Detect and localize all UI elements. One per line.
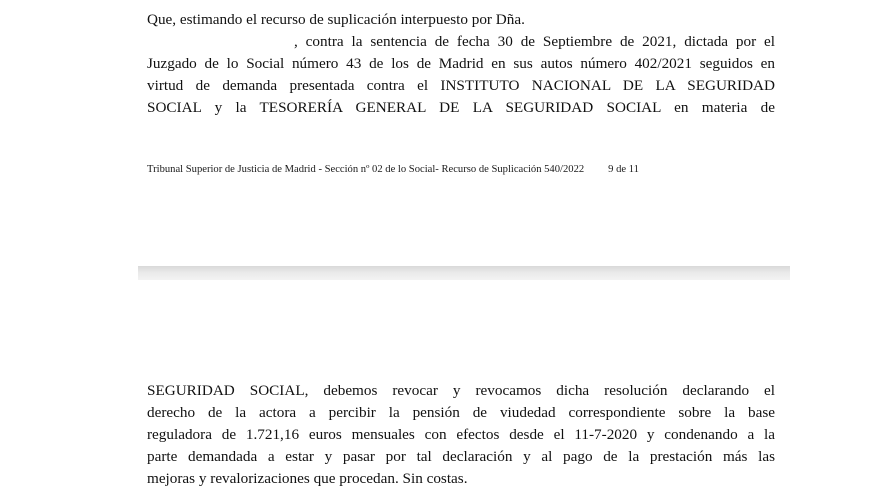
paragraph-line: reguladora de 1.721,16 euros mensuales con efectos desde el 11-7-2020 y condenando a la: [147, 426, 775, 443]
paragraph-line: derecho de la actora a percibir la pensión de viudedad correspondiente sobre la base: [147, 404, 775, 421]
paragraph-line: SEGURIDAD SOCIAL, debemos revocar y revocamos dicha resolución declarando el: [147, 382, 775, 399]
ruling-paragraph-continuation: [147, 380, 775, 490]
footer-court-reference: Tribunal Superior de Justicia de Madrid - Sección nº 02 de lo Social- Recurso de Suplicación 540/2022: [147, 164, 585, 175]
paragraph-line: parte demandada a estar y pasar por tal declaración y al pago de la prestación más las: [147, 448, 775, 465]
paragraph-line: SOCIAL y la TESORERÍA GENERAL DE LA SEGURIDAD SOCIAL en materia de: [147, 99, 775, 116]
paragraph-line: mejoras y revalorizaciones que procedan. Sin costas.: [147, 470, 468, 487]
paragraph-line: , contra la sentencia de fecha 30 de Septiembre de 2021, dictada por el: [294, 33, 775, 50]
page-number: 9 de 11: [608, 164, 639, 175]
paragraph-line: Juzgado de lo Social número 43 de los de Madrid en sus autos número 402/2021 seguidos en: [147, 55, 775, 72]
page-footer: [147, 163, 787, 177]
paragraph-line: Que, estimando el recurso de suplicación interpuesto por Dña.: [147, 11, 525, 28]
page-break-divider: [138, 266, 790, 280]
ruling-paragraph-start: [147, 9, 775, 119]
paragraph-line: virtud de demanda presentada contra el INSTITUTO NACIONAL DE LA SEGURIDAD: [147, 77, 775, 94]
